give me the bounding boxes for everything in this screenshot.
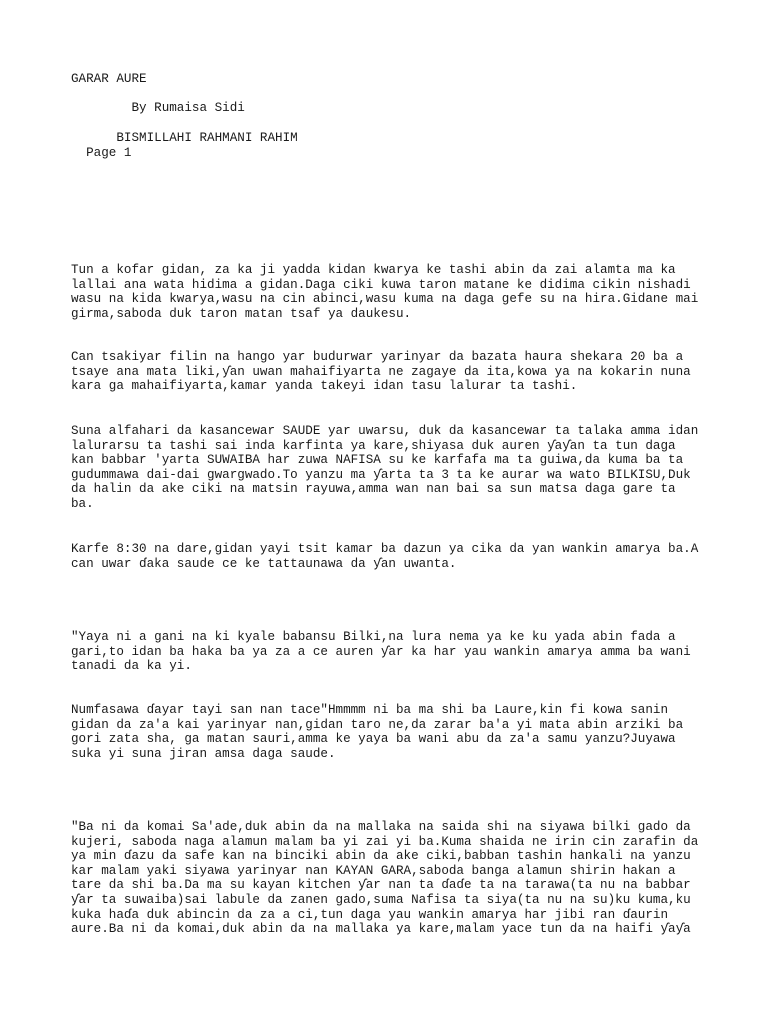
paragraph-4: Karfe 8:30 na dare,gidan yayi tsit kamar ba dazun ya cika da yan wankin amarya ba.A can uwar ɗaka saude ce ke tattaunawa da ƴan uwanta. (71, 542, 699, 571)
paragraph-2: Can tsakiyar filin na hango yar budurwar yarinyar da bazata haura shekara 20 ba a tsaye ana mata liki,ƴan uwan mahaifiyarta ne zagaye da ita,kowa ya na kokarin nuna kara ga mahaifiyarta,kamar yanda takeyi idan tasu lalurar ta tashi. (71, 350, 691, 394)
document-title: GARAR AURE (71, 72, 147, 86)
paragraph-3: Suna alfahari da kasancewar SAUDE yar uwarsu, duk da kasancewar ta talaka amma idan lalurarsu ta tashi sai inda karfinta ya kare,shiyasa duk auren ƴaƴan ta tun daga kan babbar 'yarta SUWAIBA har zuwa NAFISA su ke karfafa ma ta guiwa,da kuma ba ta gudummawa dai-dai gwargwado.To yanzu ma ƴarta ta 3 ta ke aurar wa wato BILKISU,Duk da halin da ake ciki na matsin rayuwa,amma wan nan bai sa sun matsa daga gare ta ba. (71, 424, 699, 511)
paragraph-6: Numfasawa ɗayar tayi san nan tace"Hmmmm ni ba ma shi ba Laure,kin fi kowa sanin gidan da za'a kai yarinyar nan,gidan taro ne,da zarar ba'a yi mata abin arziki ba gori zata sha, ga matan sauri,amma ke yaya ba wani abu da za'a samu yanzu?Juyawa suka yi suna jiran amsa daga saude. (71, 703, 684, 761)
bismillah-line: BISMILLAHI RAHMANI RAHIM (71, 131, 298, 145)
paragraph-7: "Ba ni da komai Sa'ade,duk abin da na mallaka na saida shi na siyawa bilki gado da kujeri, saboda naga alamun malam ba yi zai yi ba.Kuma shaida ne irin cin zarafin da ya min ɗazu da safe kan na binciki abin da ake ciki,babban tashin hankali na yanzu kar malam yaki siyawa yarinyar nan KAYAN GARA,saboda banga alamun shirin hakan a tare da shi ba.Da ma su kayan kitchen ƴar nan ta ɗaɗe ta na tarawa(ta nu na babbar ƴar ta suwaiba)sai labule da zanen gado,suma Nafisa ta siya(ta nu na su)ku kuma,ku kuka haɗa duk abincin da za a ci,tun daga yau wankin amarya har jibi ran ɗaurin aure.Ba ni da komai,duk abin da na mallaka ya kare,malam yace tun da na haifi ƴaƴa (71, 820, 699, 937)
paragraph-1: Tun a kofar gidan, za ka ji yadda kidan kwarya ke tashi abin da zai alamta ma ka lallai ana wata hidima a gidan.Daga ciki kuwa taron matane ke didima cikin nishadi wasu na kida kwarya,wasu na cin abinci,wasu kuma na daga gefe su na hira.Gidane mai girma,saboda duk taron matan tsaf ya daukesu. (71, 263, 699, 321)
author-line: By Rumaisa Sidi (71, 101, 245, 115)
page-label: Page 1 (71, 146, 132, 160)
paragraph-5: "Yaya ni a gani na ki kyale babansu Bilki,na lura nema ya ke ku yada abin fada a gari,to idan ba haka ba ya za a ce auren ƴar ka har yau wankin amarya amma ba wani tanadi da ka yi. (71, 630, 691, 674)
